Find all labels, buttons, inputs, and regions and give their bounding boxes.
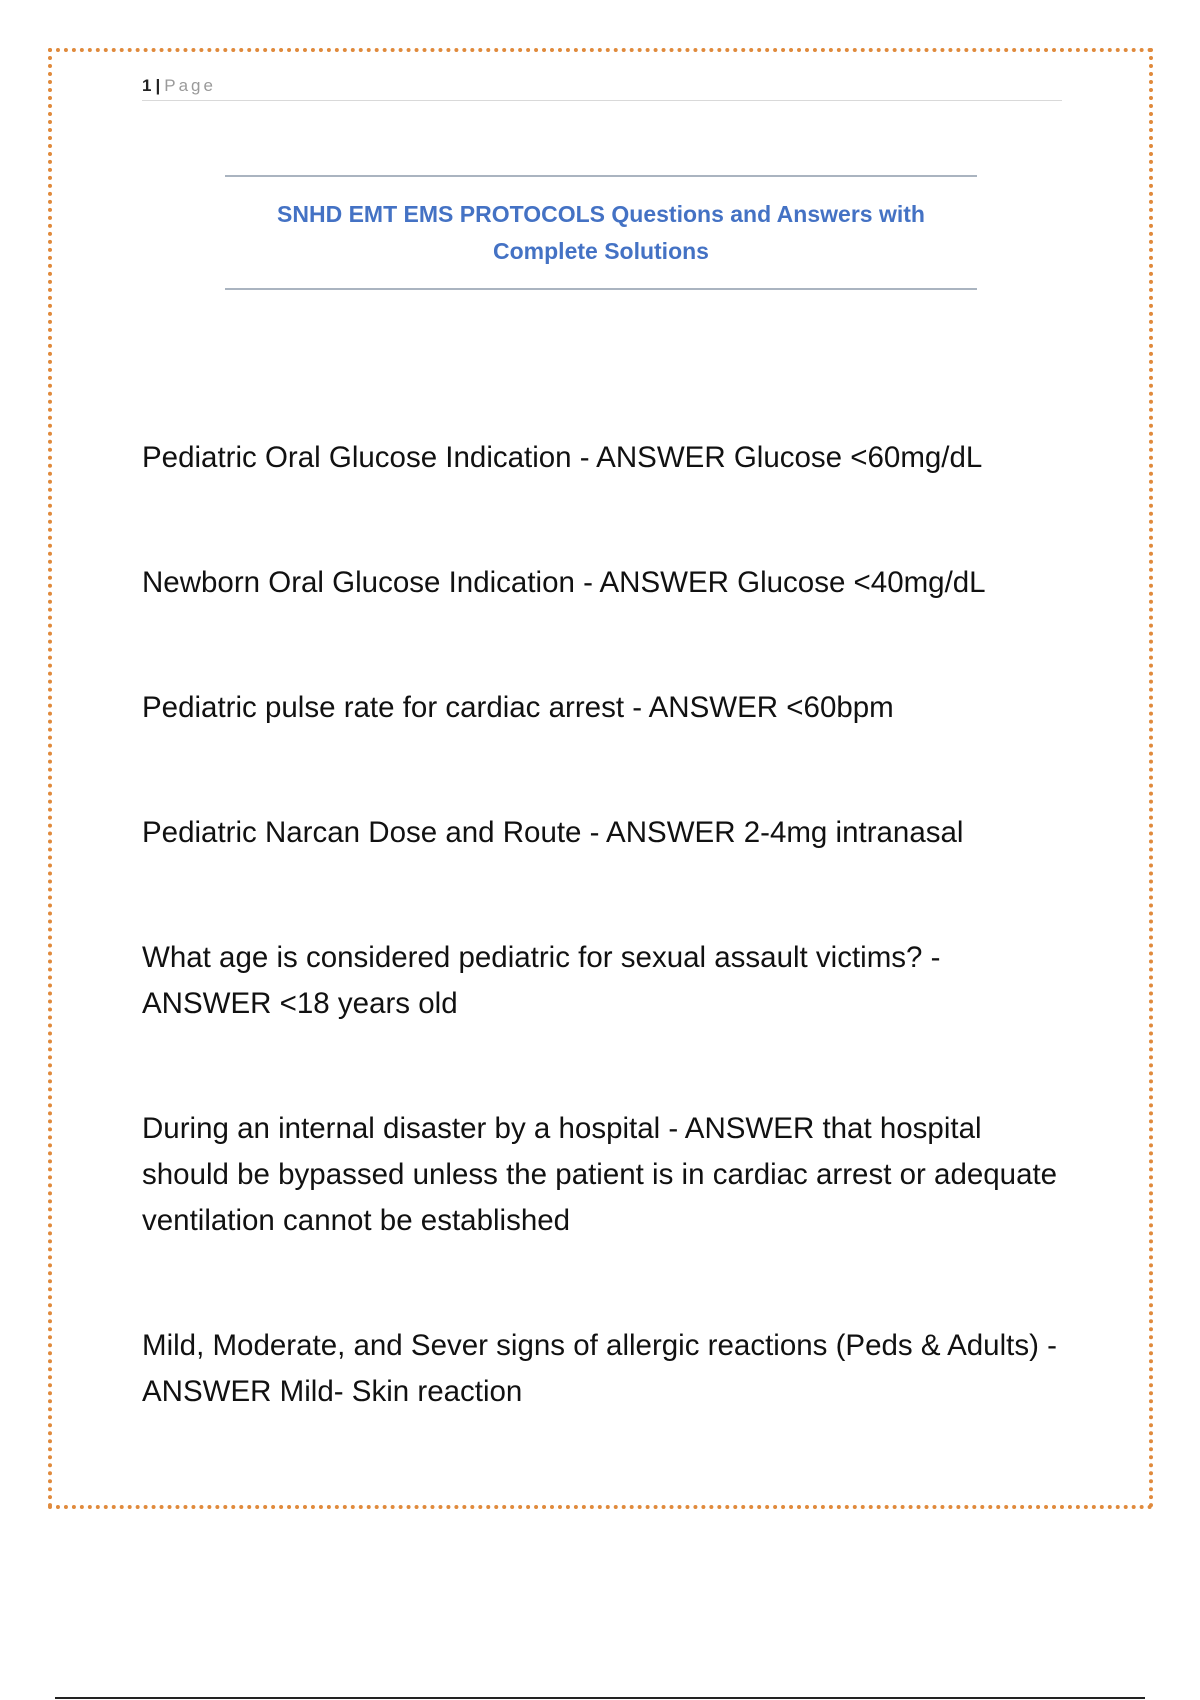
qa-item-7: Mild, Moderate, and Sever signs of allergic reactions (Peds & Adults) - ANSWER Mild- Skin reaction <box>142 1329 1057 1408</box>
qa-item-5: What age is considered pediatric for sexual assault victims? - ANSWER <18 years old <box>142 941 941 1020</box>
title-line-2: Complete Solutions <box>493 237 709 264</box>
bottom-rule <box>55 1697 1145 1699</box>
qa-item-1: Pediatric Oral Glucose Indication - ANSWER Glucose <60mg/dL <box>142 441 983 474</box>
page-label: Page <box>164 76 216 95</box>
qa-item-3: Pediatric pulse rate for cardiac arrest - ANSWER <60bpm <box>142 691 894 724</box>
qa-item-2: Newborn Oral Glucose Indication - ANSWER Glucose <40mg/dL <box>142 566 986 599</box>
document-title <box>241 196 961 270</box>
qa-item-6: During an internal disaster by a hospital - ANSWER that hospital should be bypassed unless the patient is in cardiac arrest or adequate ventilation cannot be established <box>142 1112 1058 1237</box>
page-separator: | <box>155 76 161 95</box>
qa-item-4: Pediatric Narcan Dose and Route - ANSWER 2-4mg intranasal <box>142 816 964 849</box>
document-title-block <box>225 175 977 290</box>
page-header <box>142 74 1062 101</box>
title-line-1: SNHD EMT EMS PROTOCOLS Questions and Answers with <box>277 200 925 227</box>
page-number: 1 <box>142 76 152 95</box>
